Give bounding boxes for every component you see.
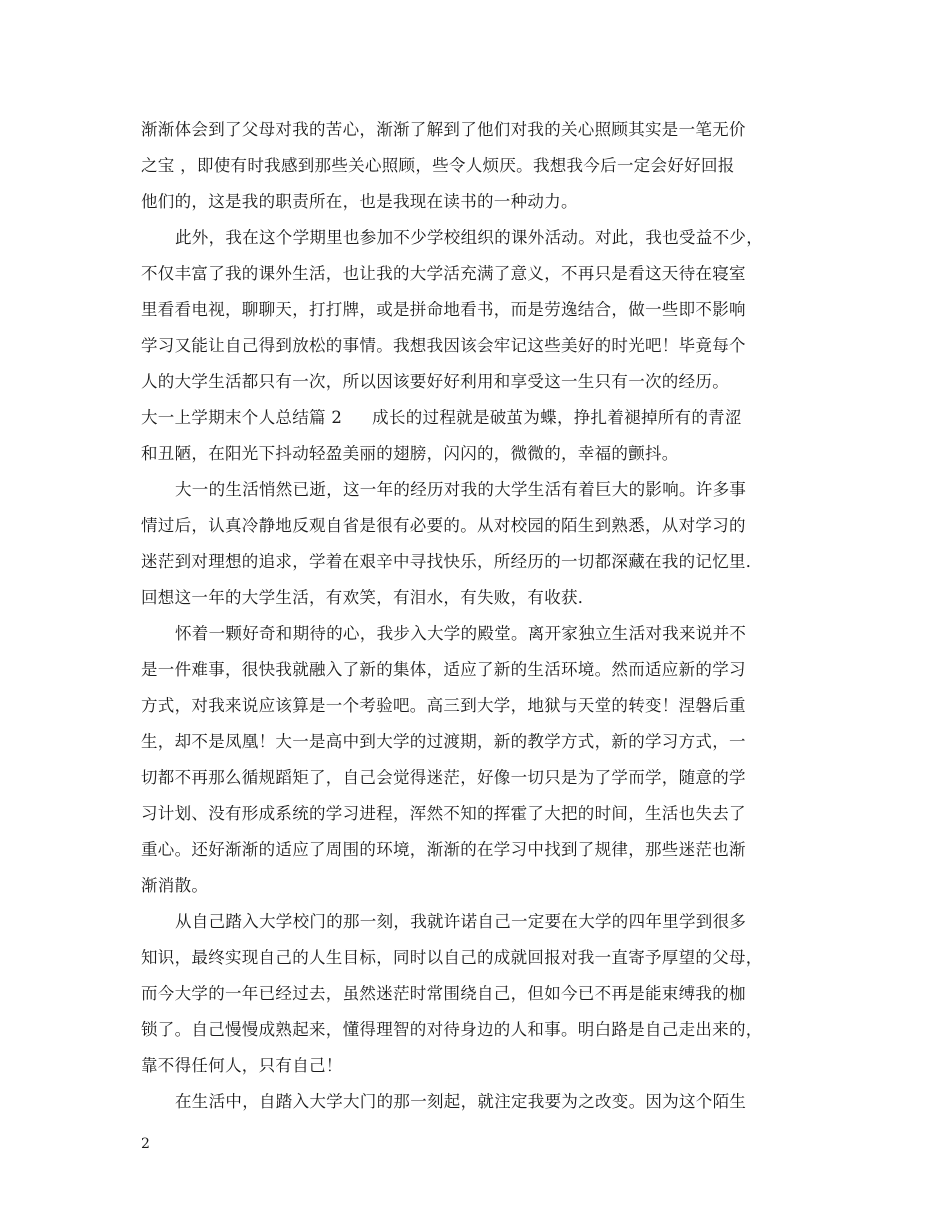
text-line: 而今大学的一年已经过去，虽然迷茫时常围绕自己，但如今已不再是能束缚我的枷: [141, 984, 746, 1003]
text-line: 迷茫到对理想的追求，学着在艰辛中寻找快乐，所经历的一切都深藏在我的记忆里．: [141, 552, 763, 571]
text-line: 习计划、没有形成系统的学习进程，浑然不知的挥霍了大把的时间，生活也失去了: [141, 804, 746, 823]
section-heading-line: [141, 400, 821, 436]
section-heading-title: 大一上学期末个人总结篇 2: [141, 408, 343, 427]
text-line: 不仅丰富了我的课外生活，也让我的大学活充满了意义，不再只是看这天待在寝室: [141, 264, 746, 283]
text-line: 渐消散。: [141, 876, 209, 895]
document-body: [141, 112, 821, 1120]
text-line: 人的大学生活都只有一次，所以因该要好好利用和享受这一生只有一次的经历。: [141, 372, 729, 391]
paragraph-block-after-heading: [141, 436, 821, 1120]
text-line: 切都不再那么循规蹈矩了，自己会觉得迷茫，好像一切只是为了学而学，随意的学: [141, 768, 746, 787]
text-line: 情过后，认真冷静地反观自省是很有必要的。从对校园的陌生到熟悉，从对学习的: [141, 516, 746, 535]
text-line: 之宝 ，即使有时我感到那些关心照顾，些令人烦厌。我想我今后一定会好好回报: [141, 156, 735, 175]
text-line: 是一件难事，很快我就融入了新的集体，适应了新的生活环境。然而适应新的学习: [141, 660, 746, 679]
text-line: 里看看电视，聊聊天，打打牌，或是拼命地看书，而是劳逸结合，做一些即不影响: [141, 300, 746, 319]
text-line: 从自己踏入大学校门的那一刻，我就许诺自己一定要在大学的四年里学到很多: [175, 912, 747, 931]
text-line: 学习又能让自己得到放松的事情。我想我因该会牢记这些美好的时光吧！毕竟每个: [141, 336, 746, 355]
text-line: 渐渐体会到了父母对我的苦心，渐渐了解到了他们对我的关心照顾其实是一笔无价: [141, 120, 746, 139]
text-line: 他们的，这是我的职责所在，也是我现在读书的一种动力。: [141, 192, 578, 211]
text-line: 回想这一年的大学生活，有欢笑，有泪水，有失败，有收获．: [141, 588, 595, 607]
page-number: 2: [141, 1136, 150, 1152]
text-line: 和丑陋，在阳光下抖动轻盈美丽的翅膀，闪闪的，微微的，幸福的颤抖。: [141, 444, 679, 463]
text-line: 锁了。自己慢慢成熟起来，懂得理智的对待身边的人和事。明白路是自己走出来的，: [141, 1020, 763, 1039]
text-line: 此外，我在这个学期里也参加不少学校组织的课外活动。对此，我也受益不少，: [175, 228, 763, 247]
section-heading-continuation: 成长的过程就是破茧为蝶，挣扎着褪掉所有的青涩: [372, 408, 742, 427]
text-line: 大一的生活悄然已逝，这一年的经历对我的大学生活有着巨大的影响。许多事: [175, 480, 747, 499]
paragraph-block-before-heading: [141, 112, 821, 400]
text-line: 靠不得任何人，只有自己！: [141, 1056, 343, 1075]
text-line: 在生活中，自踏入大学大门的那一刻起，就注定我要为之改变。因为这个陌生: [175, 1092, 747, 1111]
text-line: 方式，对我来说应该算是一个考验吧。高三到大学，地狱与天堂的转变！涅磐后重: [141, 696, 746, 715]
text-line: 生，却不是凤凰！大一是高中到大学的过渡期，新的教学方式，新的学习方式，一: [141, 732, 746, 751]
text-line: 重心。还好渐渐的适应了周围的环境，渐渐的在学习中找到了规律，那些迷茫也渐: [141, 840, 746, 859]
text-line: 知识，最终实现自己的人生目标，同时以自己的成就回报对我一直寄予厚望的父母，: [141, 948, 763, 967]
text-line: 怀着一颗好奇和期待的心，我步入大学的殿堂。离开家独立生活对我来说并不: [175, 624, 747, 643]
